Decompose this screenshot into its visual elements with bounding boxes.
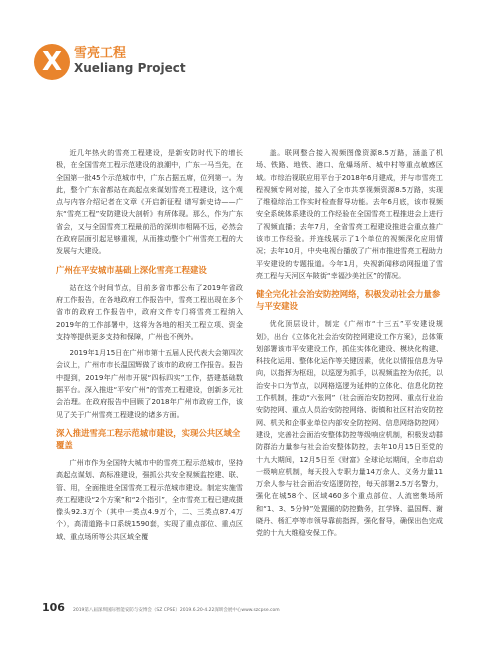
section-title: 雪亮工程: [74, 46, 127, 61]
footer-note: 2019第八届深圳国际智能安防与安博会（SZ CPSE）2019.6.20-4.22深圳会展中心www.szcpse.com: [72, 608, 280, 613]
paragraph: 广州市作为全国特大城市中的雪亮工程示范城市，坚持高起点谋划、高标准建设，强抓公共安全视频监控建、联、管、用，全面推进全国雪亮工程示范城市建设。制定实施雪亮工程建设“2个方案”和“2个指引”，全市雪亮工程已建成摄像头92.3万个（其中一类点4.9万个，二、三类点87.4万个），高清道路卡口系统1590套，实现了重点部位、重点区域、重点场所等公共区域全覆: [56, 457, 243, 541]
page-number: 106: [42, 601, 65, 614]
paragraph: 优化顶层设计，制定《广州市“十三五”平安建设规划》，出台《立体化社会治安防控网建设工作方案》，总体策划部署该市平安建设工作，抓住实体化建设、模块化构建、科技化运用、整体化运作等关键因素，优化以情报信息为导向，以指挥为枢纽，以巡逻为抓手，以视频监控为依托，以治安卡口为节点，以网格巡逻为延伸的立体化、信息化防控工作机制，推动“六张网”（社会面治安防控网、重点行业治安防控网、重点人员治安防控网络、街镇和社区村治安防控网、机关和企事业单位内部安全防控网、信息网络防控网）建设，完善社会面治安整体防控等级响应机制，积极发动群防群治力量参与社会治安整体防控，去年10月15日至党的十九大期间，12月5日至《财富》全球论坛期间，全市启动一级响应机制，每天投入专职力量14万余人、义务力量11万余人参与社会面治安巡逻防控，每天部署2.5万名警力，强化在城58个、区域460多个重点部位、人流密集场所和“1、3、5分钟”处置圈的防控勤务，扛学锋、温国辉、谢晓丹、杨汇亭等市领导靠前指挥，强化督导，确保出色完成党的十九大维稳安保工作。: [256, 319, 443, 538]
paragraph: 盖。联网整合接入视频图像资源8.5万路，涵盖了机场、铁路、地铁、港口、危爆场所、城中村等重点敏感区域。市综治视联应用平台于2018年6月建成，并与市雪亮工程视频专网对接，接入了全市共享视频资源8.5万路，实现了维稳综治工作实时检查督导功能。去年6月底，该市视频安全系统体系建设的工作经验在全国雪亮工程推进会上进行了视频直播；去年7月，全省雪亮工程建设推进会重点推广该市工作经验。并连线展示了1个单位的视频深化应用情况；去年10月，中央电视台播放了广州市推进雪亮工程助力平安建设的专题报道。今年1月，央视新闻移动网报道了雪亮工程与天河区车陂街“幸福沙美社区”的情况。: [256, 148, 443, 280]
paragraph: 2019年1月15日在广州市第十五届人民代表大会第四次会议上，广州市市长温国辉做了该市的政府工作报告。报告中提到，2019年广州市开展“四标四实”工作，搭建基础数据平台。深入推进“平安广州”的雪亮工程建设，创新多元社会治理。在政府报告中回顾了2018年广州市政府工作，该见了关于广州雪亮工程建设的诸多方面。: [56, 348, 243, 419]
subheading: 健全完化社会治安防控网络，积极发动社会力量参与平安建设: [256, 289, 441, 312]
article-column-left: [56, 147, 243, 547]
article-column-right: [256, 147, 443, 544]
subheading: 广州在平安城市基础上深化雪亮工程建设: [56, 264, 207, 275]
subheading: 深入推进雪亮工程示范城市建设，实现公共区域全覆盖: [56, 427, 241, 450]
x-logo-icon: X: [34, 44, 70, 80]
section-subtitle: Xueliang Project: [74, 61, 186, 75]
paragraph: 站在这个时间节点，目前多省市都公布了2019年省政府工作报告，在各地政府工作报告中，雪亮工程出现在多个省市的政府工作报告中，政府文件专门将雪亮工程纳入2019年的工作部署中，这将为各地的相关工程立项、资金支持等提供更多支持和保障，广州也不例外。: [56, 282, 243, 341]
page-footer: [42, 601, 280, 614]
paragraph: 近几年热火的雪亮工程建设，是新安防时代下的增长极，在全国雪亮工程示范建设的浪潮中，广东一马当先，在全国第一批45个示范城市中，广东占据五席，位列第一。为此，整个广东省都站在高起点来谋划雪亮工程建设，这个观点与内容介绍记者在文章《开启新征程 谱写新史诗——广东“雪亮工程”安防建设大剖析》有所体现。那么，作为广东省会，又与全国雪亮工程最前沿的深圳市相隔不远，必然会在政府层面引起足够重视，从而推动整个广州雪亮工程的大发展与大建设。: [56, 148, 243, 256]
